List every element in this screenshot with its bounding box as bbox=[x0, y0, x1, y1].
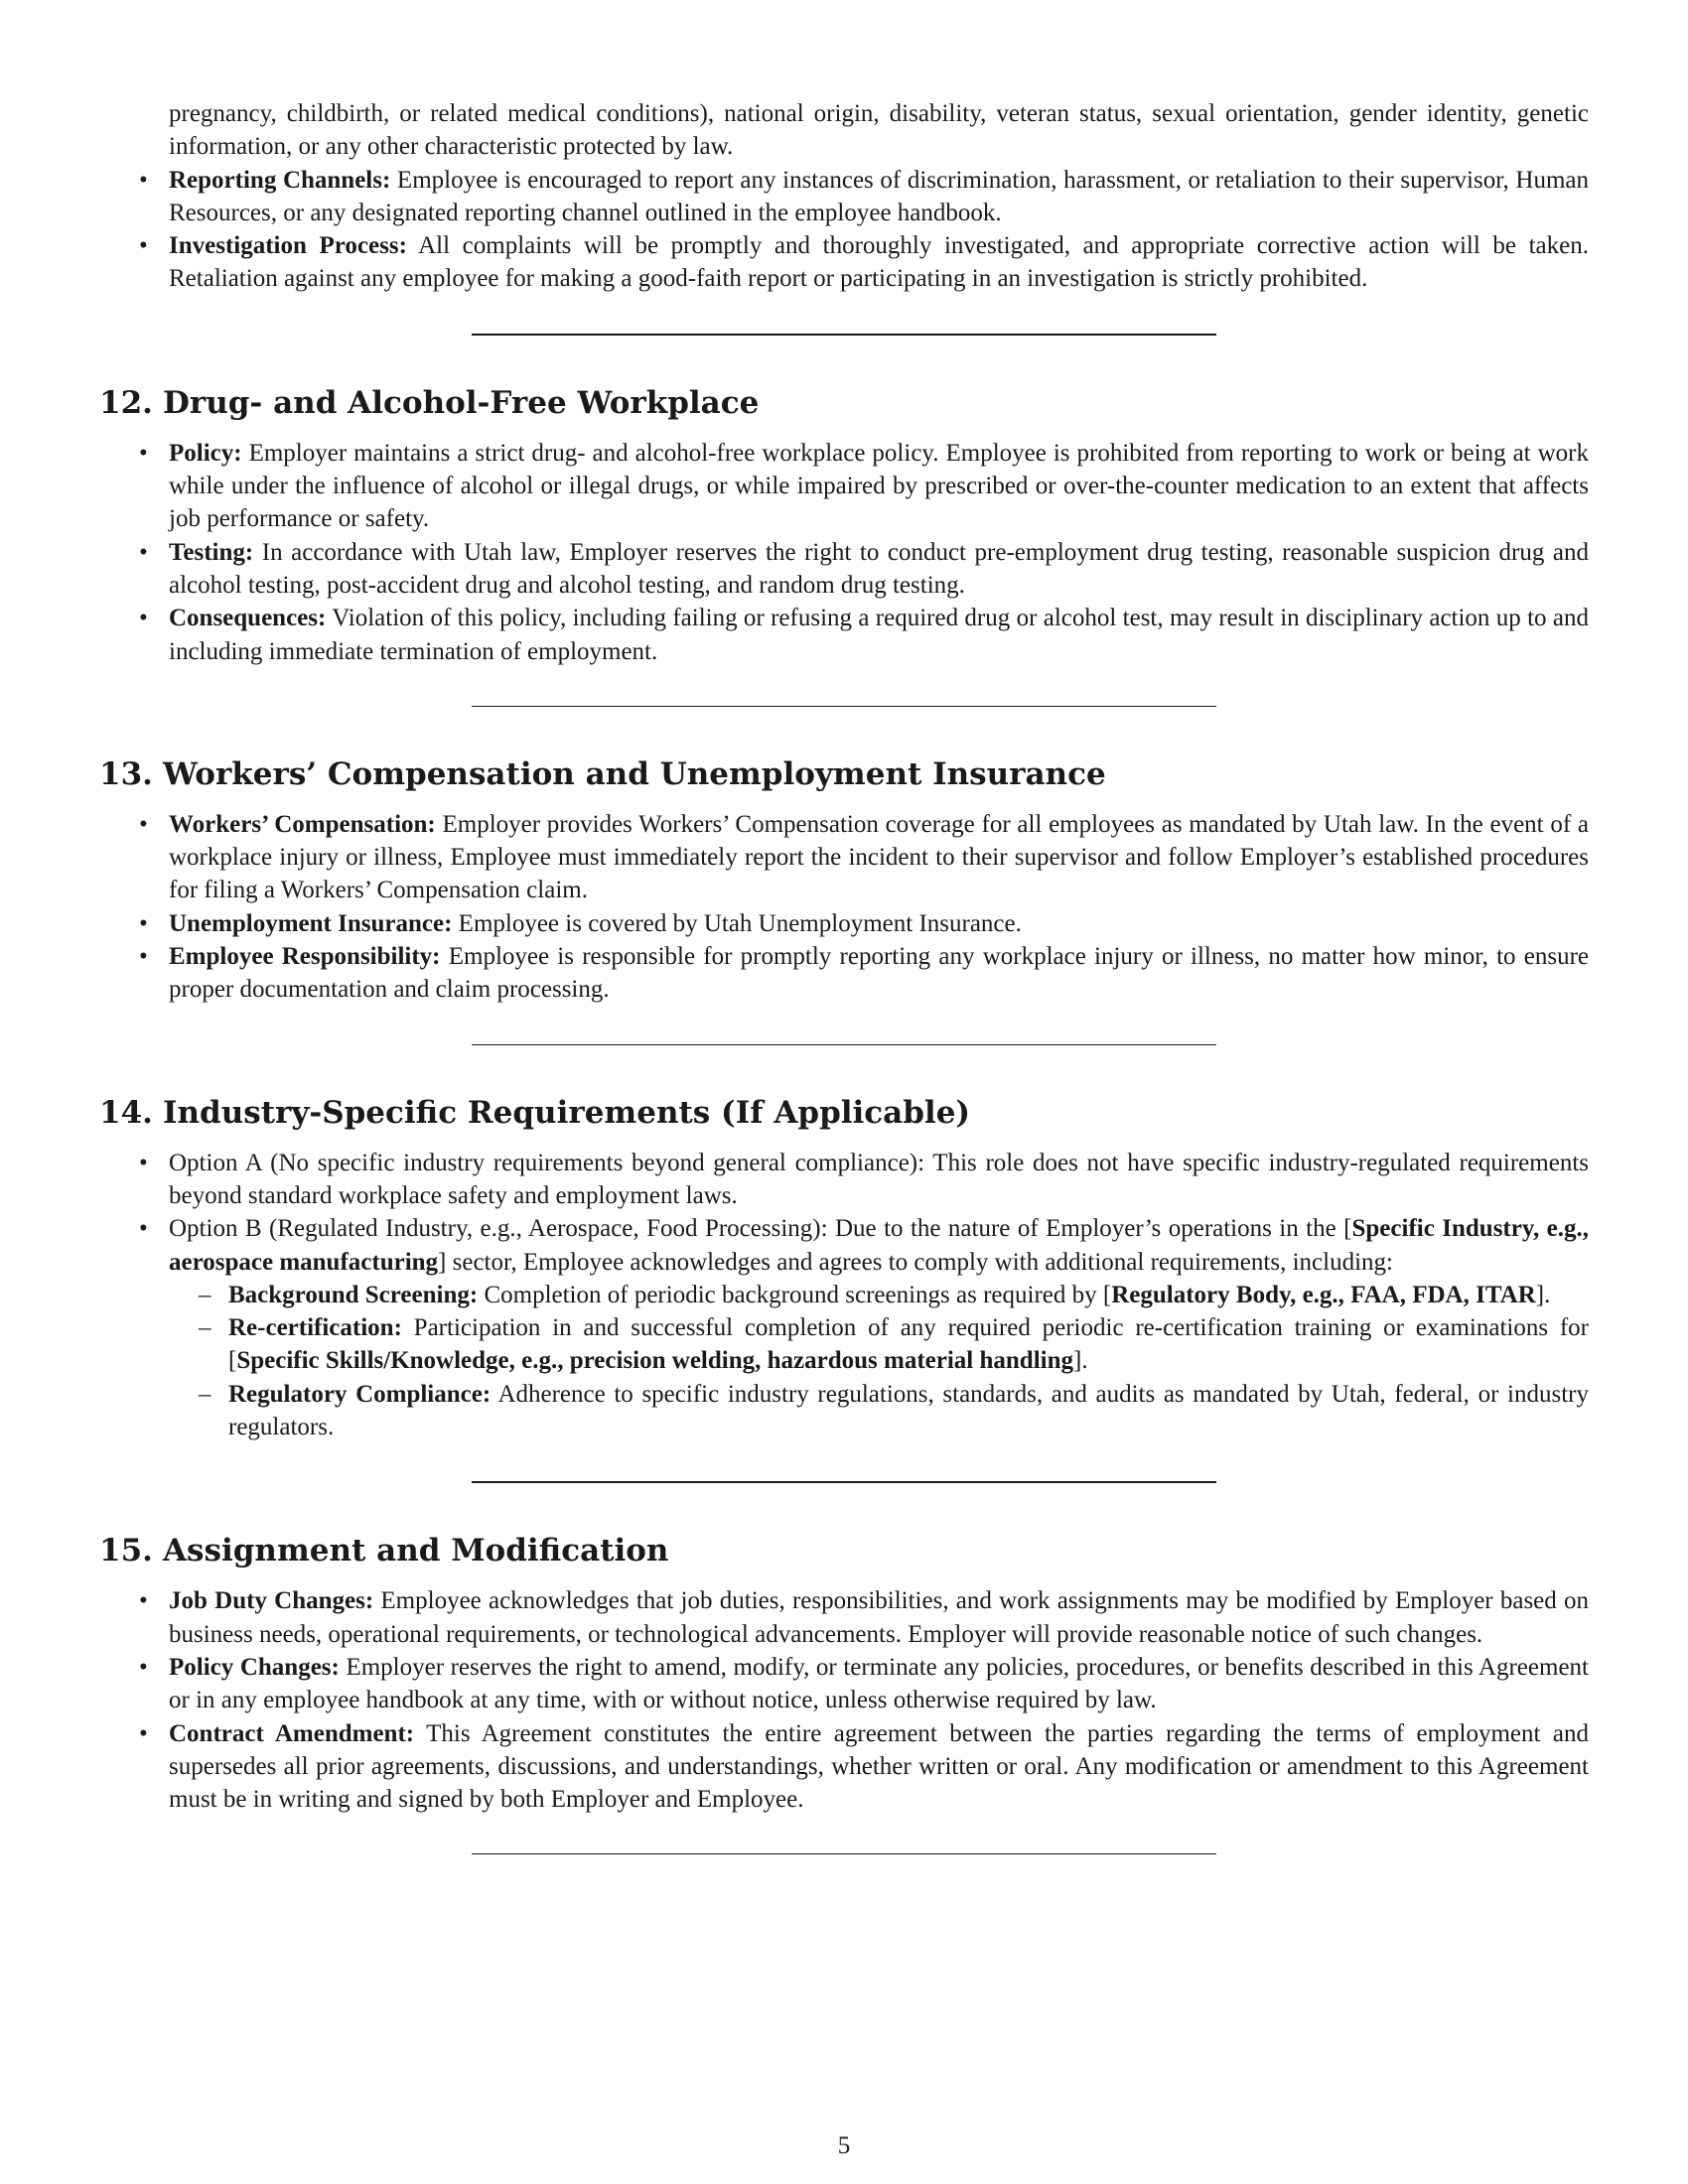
item-label: Policy: bbox=[169, 439, 242, 467]
item-label: Consequences: bbox=[169, 605, 327, 632]
item-text: All complaints will be promptly and thoroughly investigated, and appropriate corrective action will be taken. Retaliation against any employee for making a good-faith report or participating in an investigation is strictly prohibited. bbox=[169, 232, 1589, 293]
item-label: Policy Changes: bbox=[169, 1653, 340, 1681]
document-page bbox=[99, 97, 1589, 1854]
section-12-list bbox=[99, 437, 1589, 668]
section-divider bbox=[472, 334, 1216, 336]
list-item bbox=[99, 1584, 1589, 1651]
item-label: Employee Responsibility: bbox=[169, 943, 441, 971]
item-label: Reporting Channels: bbox=[169, 166, 391, 194]
list-item bbox=[99, 437, 1589, 536]
item-text: In accordance with Utah law, Employer reserves the right to conduct pre-employment drug testing, reasonable suspicion drug and alcohol testing, post-accident drug and alcohol testing, and random drug testing. bbox=[169, 538, 1589, 599]
item-text: Adherence to specific industry regulations, standards, and audits as mandated by Utah, federal, or industry regulators. bbox=[228, 1380, 1589, 1441]
list-item bbox=[99, 1717, 1589, 1817]
section-number: 15. bbox=[99, 1533, 153, 1570]
list-item bbox=[99, 907, 1589, 940]
item-label: Contract Amendment: bbox=[169, 1719, 415, 1747]
section-15-heading bbox=[99, 1531, 1589, 1570]
list-item-option-b bbox=[99, 1212, 1589, 1443]
item-text: Employee is responsible for promptly reporting any workplace injury or illness, no matter how minor, to ensure proper documentation and claim processing. bbox=[169, 943, 1589, 1004]
sublist-item bbox=[169, 1311, 1589, 1378]
section-title: Workers’ Compensation and Unemployment Insurance bbox=[163, 755, 1106, 792]
section-number: 12. bbox=[99, 384, 153, 421]
option-b-sublist bbox=[169, 1279, 1589, 1443]
page-number: 5 bbox=[837, 2132, 851, 2159]
item-text: Violation of this policy, including failing or refusing a required drug or alcohol test, may result in disciplinary action up to and including immediate termination of employment. bbox=[169, 605, 1589, 665]
section-13-list bbox=[99, 808, 1589, 1007]
section-13-heading bbox=[99, 754, 1589, 794]
item-text: Employer reserves the right to amend, modify, or terminate any policies, procedures, or benefits described in this Agreement or in any employee handbook at any time, with or without notice, unless otherwise required by law. bbox=[169, 1653, 1589, 1714]
list-item bbox=[99, 1651, 1589, 1717]
item-text: ] sector, Employee acknowledges and agrees to comply with additional requirements, including: bbox=[438, 1248, 1393, 1276]
item-label: Regulatory Compliance: bbox=[228, 1380, 492, 1408]
placeholder-text: Specific Skills/Knowledge, e.g., precision welding, hazardous material handling bbox=[236, 1347, 1073, 1375]
item-text: Employee is covered by Utah Unemployment Insurance. bbox=[452, 909, 1022, 937]
list-item bbox=[99, 164, 1589, 230]
section-title: Drug- and Alcohol-Free Workplace bbox=[163, 384, 760, 421]
list-item-option-a: • Option A (No specific industry requirements beyond general compliance): This role does not have specific industry-regulated requirements beyond standard workplace safety and employment laws. bbox=[99, 1147, 1589, 1213]
item-text: Participation in and successful completion of any required periodic re-certification training or examinations for [ bbox=[228, 1314, 1589, 1375]
item-label: Background Screening: bbox=[228, 1281, 479, 1308]
item-text: ]. bbox=[1535, 1281, 1551, 1308]
section-14-list bbox=[99, 1147, 1589, 1444]
item-label: Re-certification: bbox=[228, 1314, 402, 1342]
section-divider bbox=[472, 1481, 1216, 1483]
section-divider bbox=[472, 706, 1216, 707]
section-number: 14. bbox=[99, 1094, 153, 1131]
list-item bbox=[99, 602, 1589, 668]
list-item bbox=[99, 808, 1589, 907]
item-text: ]. bbox=[1073, 1347, 1088, 1375]
list-item bbox=[99, 229, 1589, 296]
item-label: Investigation Process: bbox=[169, 232, 407, 260]
section-12-heading bbox=[99, 383, 1589, 423]
section-title: Industry-Specific Requirements (If Applicable) bbox=[163, 1094, 971, 1131]
item-label: Unemployment Insurance: bbox=[169, 909, 453, 937]
placeholder-text: Regulatory Body, e.g., FAA, FDA, ITAR bbox=[1111, 1281, 1536, 1308]
section-title: Assignment and Modification bbox=[163, 1533, 669, 1570]
item-text: Employee is encouraged to report any instances of discrimination, harassment, or retaliation to their supervisor, Human Resources, or any designated reporting channel outlined in the employee handbook. bbox=[169, 166, 1589, 226]
placeholder-text: Specific Industry, e.g., aerospace manufacturing bbox=[169, 1215, 1589, 1276]
list-item bbox=[99, 940, 1589, 1007]
item-text: This Agreement constitutes the entire agreement between the parties regarding the terms of employment and supersedes all prior agreements, discussions, and understandings, whether written or oral. Any modification or amendment to this Agreement must be in writing and signed by both Employer and Employee. bbox=[169, 1719, 1589, 1814]
section-11-list bbox=[99, 164, 1589, 296]
item-text: Employee acknowledges that job duties, responsibilities, and work assignments may be modified by Employer based on business needs, operational requirements, or technological advancements. Employer will provide reasonable notice of such changes. bbox=[169, 1587, 1590, 1648]
item-text: Employer provides Workers’ Compensation coverage for all employees as mandated by Utah law. In the event of a workplace injury or illness, Employee must immediately report the incident to their supervisor and follow Employer’s established procedures for filing a Workers’ Compensation claim. bbox=[169, 810, 1589, 904]
item-text: Option B (Regulated Industry, e.g., Aerospace, Food Processing): Due to the nature of Employer’s operations in the [ bbox=[169, 1215, 1352, 1243]
list-item bbox=[99, 536, 1589, 603]
section-11-continuation: pregnancy, childbirth, or related medical conditions), national origin, disability, veteran status, sexual orientation, gender identity, genetic information, or any other characteristic protected by law. bbox=[169, 100, 1589, 161]
item-label: Testing: bbox=[169, 538, 254, 566]
section-number: 13. bbox=[99, 755, 153, 792]
item-label: Job Duty Changes: bbox=[169, 1587, 374, 1615]
item-label: Workers’ Compensation: bbox=[169, 810, 436, 838]
section-15-list bbox=[99, 1584, 1589, 1816]
item-text: Completion of periodic background screenings as required by [ bbox=[478, 1281, 1112, 1308]
sublist-item bbox=[169, 1378, 1589, 1444]
item-text: Employer maintains a strict drug- and alcohol-free workplace policy. Employee is prohibited from reporting to work or being at work while under the influence of alcohol or illegal drugs, or while impaired by prescribed or over-the-counter medication to an extent that affects job performance or safety. bbox=[169, 439, 1589, 533]
section-divider bbox=[472, 1853, 1216, 1854]
section-divider bbox=[472, 1044, 1216, 1045]
sublist-item bbox=[169, 1279, 1589, 1311]
section-14-heading bbox=[99, 1093, 1589, 1133]
